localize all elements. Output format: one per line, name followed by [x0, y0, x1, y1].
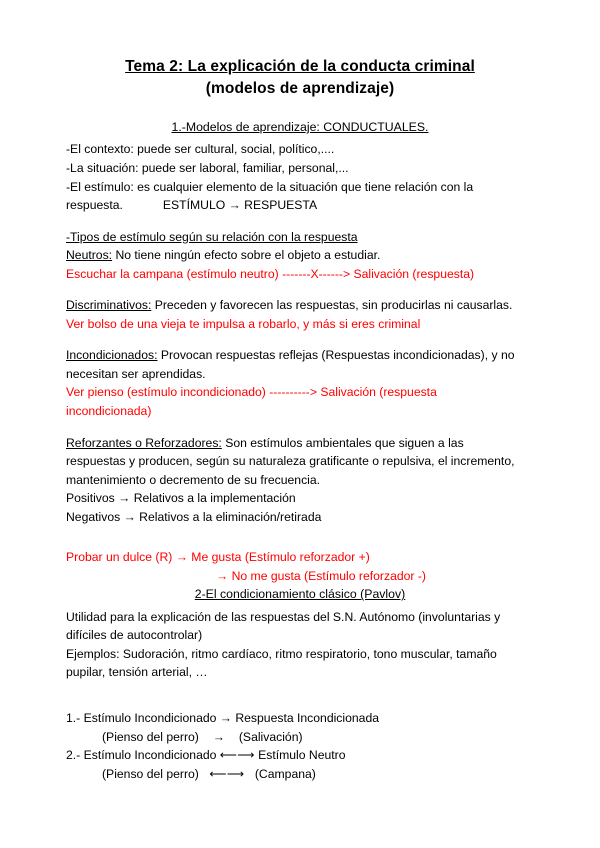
reforzantes-line-3: mantenimiento o decremento de su frecuencia. [66, 472, 321, 487]
example-2-neutral: (Campana) [254, 766, 316, 781]
intro-line-4 [66, 196, 534, 215]
discriminativos-label: Discriminativos: [66, 298, 152, 313]
neutros-line [66, 246, 534, 265]
example-2-arrow-icon: ⟵⟶ [209, 766, 245, 781]
spacer-before-dulce [66, 539, 534, 548]
discriminativos-line [66, 296, 534, 315]
dulce-line-2: → No me gusta (Estímulo reforzador -) [216, 568, 426, 583]
pavlov-line-3: Ejemplos: Sudoración, ritmo cardíaco, ritmo respiratorio, tono muscular, tamaño [66, 646, 497, 661]
incondicionados-example-1: Ver pienso (estímulo incondicionado) ----------> Salivación (respuesta [66, 385, 437, 400]
example-1-line-1: 1.- Estímulo Incondicionado → Respuesta Incondicionada [66, 711, 380, 725]
intro-line-4-text: respuesta. [66, 198, 123, 213]
neutros-block [66, 246, 534, 283]
types-heading: -Tipos de estímulo según su relación con la respuesta [66, 229, 358, 244]
negativos-line: Negativos → Relativos a la eliminación/retirada [66, 509, 322, 524]
example-1-arrow-icon: → [212, 729, 225, 744]
discriminativos-block [66, 296, 534, 333]
neutros-example: Escuchar la campana (estímulo neutro) -------X------> Salivación (respuesta) [66, 266, 475, 281]
title-line-1: Tema 2: La explicación de la conducta criminal [125, 58, 475, 75]
pavlov-block [66, 608, 534, 682]
reforzantes-text-1: Son estímulos ambientales que siguen a las [221, 435, 464, 450]
intro-line-2: -La situación: puede ser laboral, familiar, personal,... [66, 160, 349, 175]
spacer-before-examples [66, 695, 534, 709]
incondicionados-block [66, 346, 534, 420]
neutros-text: No tiene ningún efecto sobre el objeto a estudiar. [112, 248, 381, 263]
dulce-block [66, 548, 534, 585]
incondicionados-text-1: Provocan respuestas reflejas (Respuestas incondicionadas), y no [157, 348, 515, 363]
discriminativos-example: Ver bolso de una vieja te impulsa a robarlo, y más si eres criminal [66, 316, 421, 331]
reforzantes-block [66, 434, 534, 527]
neutros-label: Neutros: [66, 248, 113, 263]
incondicionados-line-2: necesitan ser aprendidas. [66, 366, 206, 381]
discriminativos-text: Preceden y favorecen las respuestas, sin producirlas ni causarlas. [151, 298, 513, 313]
example-2-line-2 [66, 765, 534, 784]
reforzantes-line-1 [66, 434, 534, 453]
example-2-line-1: 2.- Estímulo Incondicionado ⟵⟶ Estímulo Neutro [66, 748, 346, 763]
intro-line-3: -El estímulo: es cualquier elemento de la situación que tiene relación con la [66, 179, 474, 194]
reforzantes-label: Reforzantes o Reforzadores: [66, 435, 222, 450]
incondicionados-line-1 [66, 346, 534, 365]
incondicionados-example-2: incondicionada) [66, 404, 152, 418]
intro-formula: ESTÍMULO → RESPUESTA [162, 198, 318, 213]
intro-block [66, 140, 534, 214]
pavlov-line-2: difíciles de autocontrolar) [66, 628, 203, 643]
document-title [66, 56, 534, 100]
pavlov-line-4: pupilar, tensión arterial, … [66, 665, 208, 680]
example-1-response: (Salivación) [238, 729, 303, 744]
positivos-line: Positivos → Relativos a la implementación [66, 491, 296, 506]
pavlov-line-1: Utilidad para la explicación de las respuestas del S.N. Autónomo (involuntarias y [66, 609, 501, 624]
title-line-2: (modelos de aprendizaje) [205, 80, 395, 97]
reforzantes-line-2: respuestas y producen, según su naturaleza gratificante o repulsiva, el incremento, [66, 454, 515, 469]
incondicionados-label: Incondicionados: [66, 348, 158, 363]
section-2-heading: 2-El condicionamiento clásico (Pavlov) [194, 587, 406, 602]
example-1-line-2 [66, 728, 534, 747]
example-1-stimulus: (Pienso del perro) [102, 729, 199, 744]
section-1-heading: 1.-Modelos de aprendizaje: CONDUCTUALES. [171, 120, 429, 134]
dulce-line-1: Probar un dulce (R) → Me gusta (Estímulo reforzador +) [66, 550, 370, 565]
example-2-stimulus: (Pienso del perro) [102, 766, 199, 781]
examples-block [66, 709, 534, 783]
intro-line-1: -El contexto: puede ser cultural, social, político,.... [66, 142, 335, 157]
